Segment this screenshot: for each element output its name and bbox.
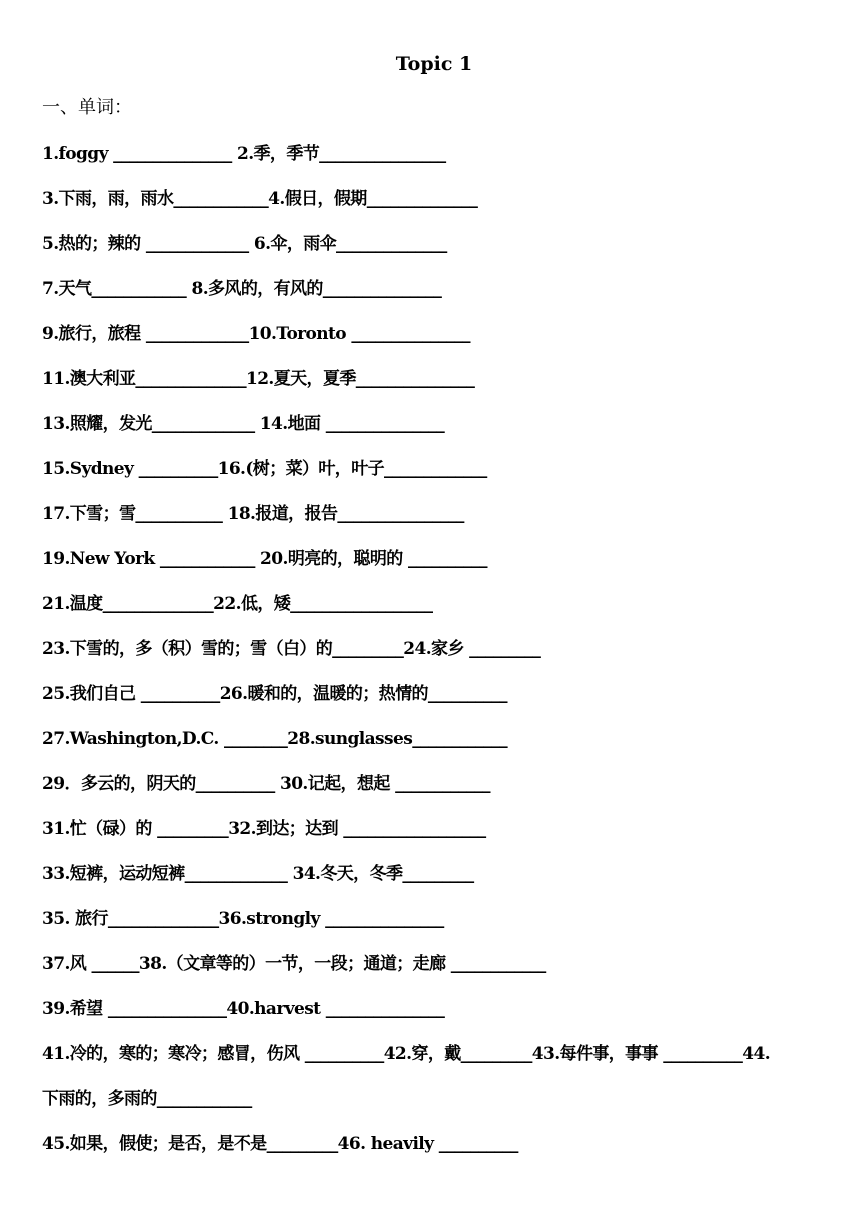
vocab-line: 31.忙（碌）的 _________32.到达；达到 __________________ <box>42 819 486 839</box>
vocab-line: 13.照耀，发光_____________ 14.地面 _______________ <box>42 414 445 434</box>
vocab-line: 39.希望 _______________40.harvest _______________ <box>42 999 445 1019</box>
vocab-line: 15.Sydney __________16.(树；菜）叶，叶子_____________ <box>42 459 487 479</box>
vocab-line: 7.天气____________ 8.多风的，有风的_______________ <box>42 279 442 299</box>
vocab-line: 41.冷的，寒的；寒冷；感冒，伤风 __________42.穿，戴_________43.每件事，事事 __________44. <box>42 1044 771 1064</box>
vocab-line: 35. 旅行______________36.strongly _______________ <box>42 909 444 929</box>
vocab-line: 37.风 ______38.（文章等的）一节，一段；通道；走廊 ____________ <box>42 954 546 974</box>
vocab-line: 19.New York ____________ 20.明亮的，聪明的 __________ <box>42 549 487 569</box>
vocab-line: 27.Washington,D.C. ________28.sunglasses____________ <box>42 729 507 749</box>
vocab-line: 1.foggy _______________ 2.季，季节________________ <box>42 144 446 164</box>
vocab-line: 11.澳大利亚______________12.夏天，夏季_______________ <box>42 369 475 389</box>
vocab-line: 5.热的；辣的 _____________ 6.伞，雨伞______________ <box>42 234 447 254</box>
vocab-line: 29．多云的，阴天的__________ 30.记起，想起 ____________ <box>42 774 490 794</box>
vocab-line: 33.短裤，运动短裤_____________ 34.冬天，冬季_________ <box>42 864 474 884</box>
vocab-line: 下雨的，多雨的____________ <box>42 1089 252 1109</box>
vocab-line: 45.如果，假使；是否，是不是_________46. heavily __________ <box>42 1134 518 1154</box>
vocab-line: 23.下雪的，多（积）雪的；雪（白）的_________24.家乡 _________ <box>42 639 541 659</box>
section-heading: 一、单词： <box>42 97 132 118</box>
page-title: Topic 1 <box>395 53 473 75</box>
vocab-line: 9.旅行，旅程 _____________10.Toronto _______________ <box>42 324 470 344</box>
vocab-line: 3.下雨，雨，雨水____________4.假日，假期______________ <box>42 189 478 209</box>
vocab-line: 17.下雪；雪___________ 18.报道，报告________________ <box>42 504 464 524</box>
vocab-line: 25.我们自己 __________26.暖和的，温暖的；热情的__________ <box>42 684 507 704</box>
vocab-line: 21.温度______________22.低，矮__________________ <box>42 594 433 614</box>
